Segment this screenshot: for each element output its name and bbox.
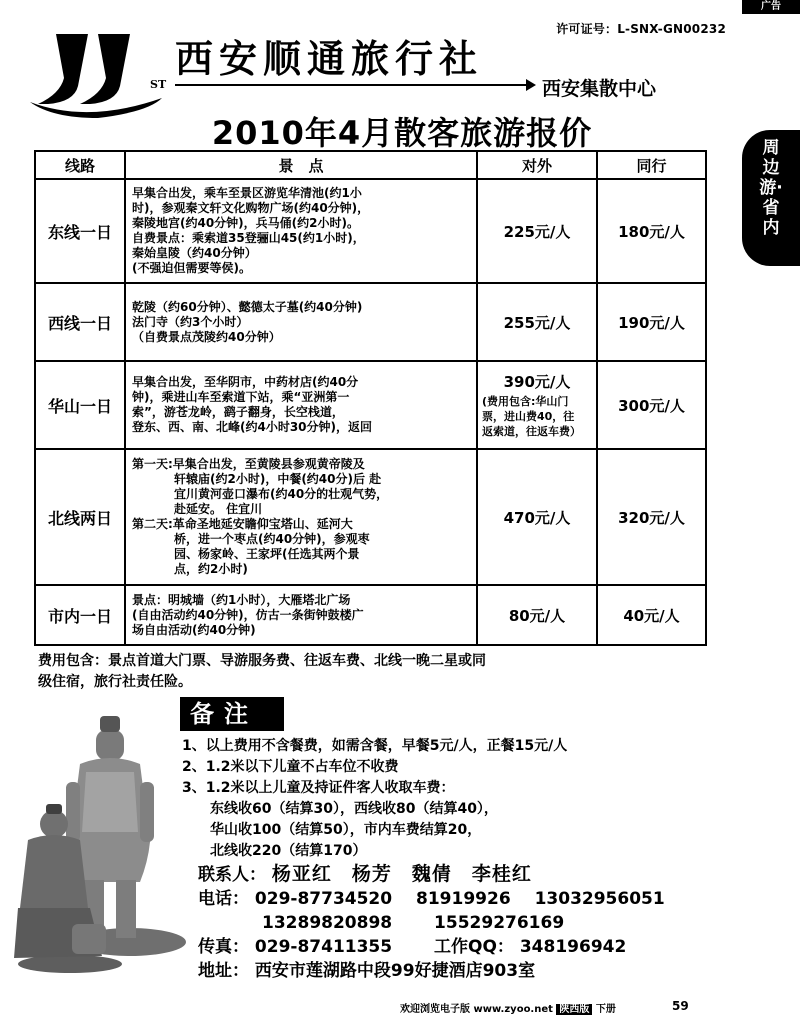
side-tab-label: 周边游·省内 bbox=[759, 138, 783, 238]
fax-number: 029-87411355 bbox=[254, 937, 393, 957]
phone-number[interactable]: 13289820898 bbox=[262, 913, 393, 933]
external-price: 80元/人 bbox=[477, 585, 597, 645]
phone-number[interactable]: 13032956051 bbox=[534, 889, 665, 909]
sight-line: （自费景点茂陵约40分钟） bbox=[132, 329, 281, 344]
external-price: 470元/人 bbox=[477, 449, 597, 585]
remark-item: 华山收100（结算50），市内车费结算20， bbox=[210, 822, 482, 838]
address-row bbox=[198, 959, 665, 983]
table-row bbox=[35, 179, 706, 283]
sight-line: 点，约2小时) bbox=[174, 562, 248, 576]
route-name: 东线一日 bbox=[35, 179, 125, 283]
sight-line: 第二天:革命圣地延安瞻仰宝塔山、延河大 bbox=[132, 517, 353, 531]
sight-line: 自费景点：乘索道35登骊山45(约1小时)， bbox=[132, 231, 365, 245]
header-peer-price: 同行 bbox=[597, 151, 706, 179]
phone-row bbox=[198, 887, 665, 911]
qq-number[interactable]: 348196942 bbox=[519, 937, 627, 957]
sight-line: 索”，游苍龙岭，鹞子翻身，长空栈道， bbox=[132, 405, 344, 419]
header-external-price: 对外 bbox=[477, 151, 597, 179]
mobile-row bbox=[198, 911, 665, 935]
page-number: 59 bbox=[672, 999, 689, 1013]
sight-line: 秦始皇陵（约40分钟） bbox=[132, 246, 257, 260]
volume-label: 下册 bbox=[595, 1004, 616, 1015]
external-price: 225元/人 bbox=[477, 179, 597, 283]
route-name: 北线两日 bbox=[35, 449, 125, 585]
price-note-line: (费用包含:华山门 bbox=[482, 395, 569, 408]
terracotta-warriors-image bbox=[10, 712, 195, 974]
sights-cell bbox=[125, 585, 477, 645]
side-tab bbox=[742, 130, 800, 266]
license-number: 许可证号：L-SNX-GN00232 bbox=[556, 22, 726, 36]
phone-number[interactable]: 15529276169 bbox=[434, 913, 565, 933]
phone-number[interactable]: 81919926 bbox=[416, 889, 511, 909]
header-sights: 景 点 bbox=[125, 151, 477, 179]
sights-cell bbox=[125, 449, 477, 585]
fees-line: 级住宿，旅行社责任险。 bbox=[38, 674, 192, 690]
contact-people bbox=[198, 862, 665, 887]
route-name: 市内一日 bbox=[35, 585, 125, 645]
table-row bbox=[35, 283, 706, 361]
arrow-head bbox=[526, 79, 536, 91]
route-name: 西线一日 bbox=[35, 283, 125, 361]
sight-line: 场自由活动(约40分钟) bbox=[132, 622, 256, 637]
page-title: 2010年4月散客旅游报价 bbox=[211, 114, 593, 152]
sight-line: 时)，参观秦文轩文化购物广场(约40分钟)， bbox=[132, 201, 370, 215]
qq-label: 工作QQ： bbox=[434, 937, 514, 957]
ad-tag: 广告 bbox=[742, 0, 800, 14]
fees-included bbox=[38, 651, 678, 693]
sight-line: 法门寺（约3个小时） bbox=[132, 314, 249, 329]
sight-line: 宜川黄河壶口瀑布(约40分的壮观气势， bbox=[174, 487, 389, 501]
sight-line: 钟)，乘进山车至索道下站，乘“亚洲第一 bbox=[132, 390, 350, 404]
address-label: 地址： bbox=[198, 961, 249, 981]
sight-line: 秦陵地宫(约40分钟)，兵马俑(约2小时)。 bbox=[132, 216, 359, 230]
sight-line: 桥，进一个枣点(约40分钟)，参观枣 bbox=[174, 532, 370, 546]
price-note-line: 票，进山费40，往 bbox=[482, 410, 575, 423]
sights-cell bbox=[125, 361, 477, 449]
sight-line: 赴延安。 住宜川 bbox=[174, 502, 263, 516]
remark-item: 北线收220（结算170） bbox=[210, 843, 367, 859]
header-route: 线路 bbox=[35, 151, 125, 179]
contact-label: 联系人： bbox=[198, 865, 266, 885]
external-price: 255元/人 bbox=[477, 283, 597, 361]
sight-line: (不强迫但需要等侯)。 bbox=[132, 261, 251, 275]
address-text: 西安市莲湖路中段99好捷酒店903室 bbox=[254, 961, 536, 981]
logo-mark: ST bbox=[150, 78, 167, 91]
price-note-line: 返索道，往返车费） bbox=[482, 425, 581, 438]
company-name: 西安顺通旅行社 bbox=[175, 36, 484, 81]
remark-item: 2、1.2米以下儿童不占车位不收费 bbox=[182, 759, 399, 775]
sight-line: 早集合出发，至华阴市，中药材店(约40分 bbox=[132, 375, 359, 389]
route-name: 华山一日 bbox=[35, 361, 125, 449]
phone-number[interactable]: 029-87734520 bbox=[254, 889, 393, 909]
table-row bbox=[35, 585, 706, 645]
sight-line: 登东、西、南、北峰(约4小时30分钟)，返回 bbox=[132, 420, 373, 434]
sight-line: (自由活动约40分钟)，仿古一条街钟鼓楼广 bbox=[132, 607, 364, 622]
sight-line: 乾陵（约60分钟）、懿德太子墓(约40分钟) bbox=[132, 299, 363, 314]
phone-label: 电话： bbox=[198, 889, 249, 909]
sights-cell bbox=[125, 283, 477, 361]
remarks-title: 备注 bbox=[180, 697, 284, 731]
sight-line: 早集合出发，乘车至景区游览华清池(约1小 bbox=[132, 186, 362, 200]
contact-info bbox=[198, 862, 665, 983]
remark-item: 1、以上费用不含餐费，如需含餐，早餐5元/人，正餐15元/人 bbox=[182, 738, 568, 754]
sights-cell bbox=[125, 179, 477, 283]
sight-line: 园、杨家岭、王家坪(任选其两个景 bbox=[174, 547, 360, 561]
peer-price: 300元/人 bbox=[597, 361, 706, 449]
edition-tag: 陕西版 bbox=[556, 1004, 592, 1015]
external-price bbox=[477, 361, 597, 449]
table-header-row bbox=[35, 151, 706, 179]
footer-site[interactable]: 欢迎浏览电子版 www.zyoo.net bbox=[400, 1004, 553, 1015]
company-logo bbox=[28, 28, 168, 120]
center-name: 西安集散中心 bbox=[542, 78, 657, 100]
sight-line: 景点：明城墙（约1小时），大雁塔北广场 bbox=[132, 592, 351, 607]
peer-price: 180元/人 bbox=[597, 179, 706, 283]
sight-line: 轩辕庙(约2小时)，中餐(约40分)后 赴 bbox=[174, 472, 382, 486]
price-table bbox=[34, 150, 707, 646]
remark-item: 3、1.2米以上儿童及持证件客人收取车费： bbox=[182, 780, 455, 796]
page-footer bbox=[400, 1000, 616, 1015]
table-row bbox=[35, 449, 706, 585]
contact-names: 杨亚红 杨芳 魏倩 李桂红 bbox=[271, 863, 532, 885]
sight-line: 第一天:早集合出发，至黄陵县参观黄帝陵及 bbox=[132, 457, 365, 471]
peer-price: 190元/人 bbox=[597, 283, 706, 361]
price-note bbox=[478, 394, 596, 439]
external-price-value: 390元/人 bbox=[503, 373, 571, 391]
peer-price: 40元/人 bbox=[597, 585, 706, 645]
table-row bbox=[35, 361, 706, 449]
remark-item: 东线收60（结算30），西线收80（结算40）， bbox=[210, 801, 498, 817]
divider-arrow bbox=[175, 84, 530, 86]
fax-row bbox=[198, 935, 665, 959]
remarks-list bbox=[182, 736, 567, 862]
peer-price: 320元/人 bbox=[597, 449, 706, 585]
fax-label: 传真： bbox=[198, 937, 249, 957]
fees-line: 费用包含：景点首道大门票、导游服务费、往返车费、北线一晚二星或同 bbox=[38, 653, 486, 669]
